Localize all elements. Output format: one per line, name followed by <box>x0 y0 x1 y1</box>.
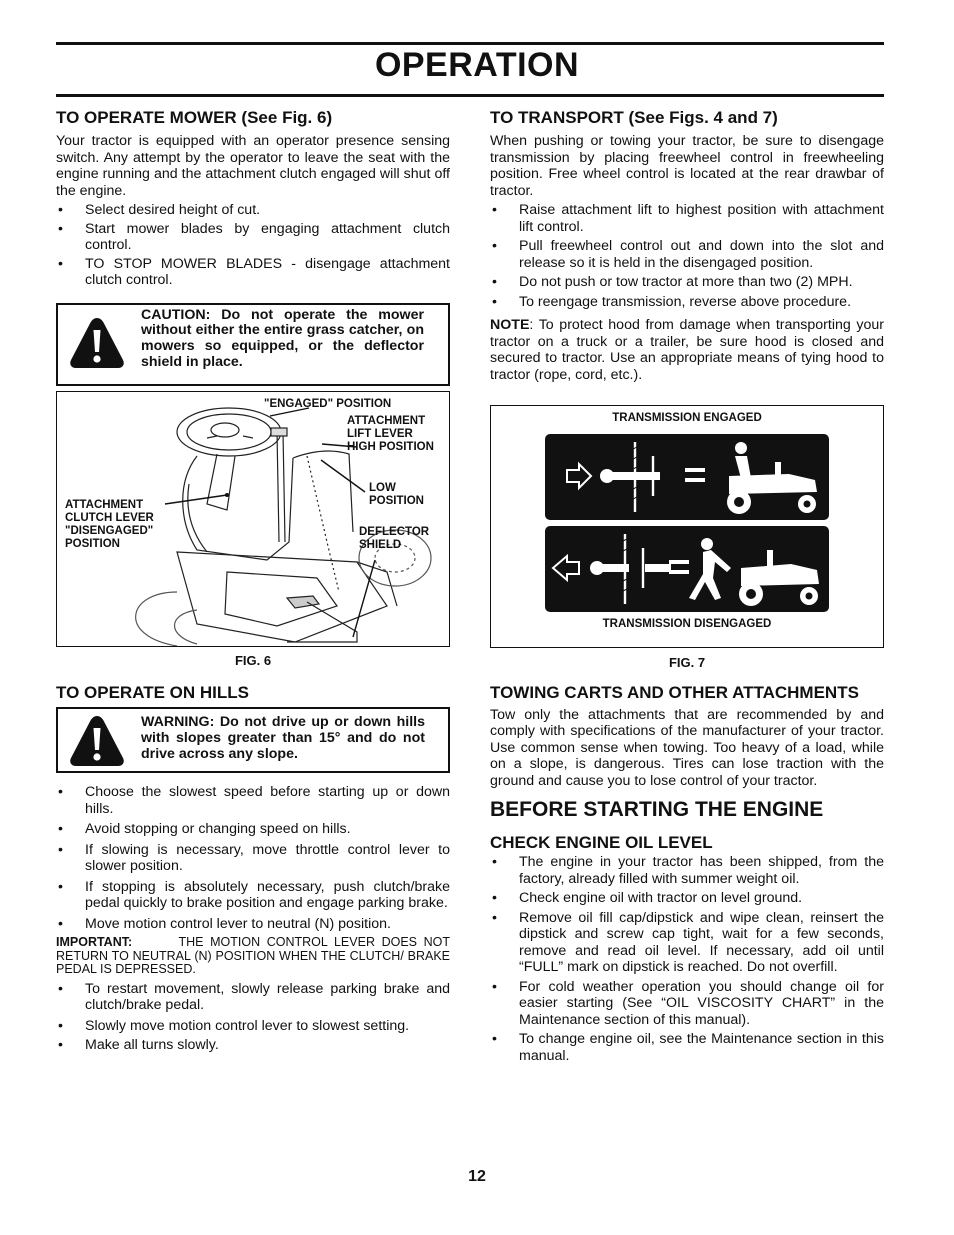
note-text: : To protect hood from damage when transporting your tractor on a truck or a trailer, be sure hood is closed and secured to tractor. Use an appropriate means of tying hood to tractor (rope, cord, etc.). <box>490 317 884 383</box>
label-transmission-disengaged: TRANSMISSION DISENGAGED <box>602 618 772 630</box>
towing-text: Tow only the attachments that are recommended by and comply with specifications of the manufacturer of your tractor. Use common sense when towing. Too heavy of a load, while on a slope, is dangerous. Tires can lose traction with the ground and cause you to lose control of your tractor. <box>490 706 884 789</box>
transmission-disengaged-panel <box>545 526 829 612</box>
towing-heading: TOWING CARTS AND OTHER ATTACHMENTS <box>490 682 859 702</box>
hills-heading: TO OPERATE ON HILLS <box>56 683 249 702</box>
list-item: • Choose the slowest speed before starting up or down hills. <box>56 784 450 817</box>
list-item: • Make all turns slowly. <box>56 1037 450 1054</box>
figure-7-caption: FIG. 7 <box>668 655 706 670</box>
page-number: 12 <box>468 1168 486 1185</box>
header-top-rule <box>56 42 884 45</box>
warning-text: WARNING: Do not drive up or down hills with slopes greater than 15° and do not drive across any slope. <box>141 714 425 762</box>
list-item: • Check engine oil with tractor on level ground. <box>490 890 884 907</box>
list-item: • If slowing is necessary, move throttle control lever to slower position. <box>56 842 450 875</box>
transport-intro: When pushing or towing your tractor, be sure to disengage transmission by placing freewheel control in freewheeling position. Free wheel control is located at the rear drawbar of tractor. <box>490 133 884 199</box>
label-attachment-lift-lever: ATTACHMENT LIFT LEVER HIGH POSITION <box>347 414 434 453</box>
note-label: NOTE <box>490 317 530 333</box>
warning-icon <box>68 316 126 370</box>
important-note <box>56 936 450 977</box>
before-starting-heading: BEFORE STARTING THE ENGINE <box>490 798 824 821</box>
hills-bullet-list <box>56 784 450 932</box>
label-low-position: LOW POSITION <box>369 481 424 507</box>
caution-box <box>56 303 450 386</box>
figure-6-frame <box>56 391 450 647</box>
list-item: • Remove oil fill cap/dipstick and wipe clean, reinsert the dipstick and screw cap tight, wait for a few seconds, remove and read oil level. If necessary, add oil until “FULL” mark on dipstick is reached. Do not overfill. <box>490 910 884 976</box>
list-item: • Move motion control lever to neutral (N) position. <box>56 916 450 933</box>
list-item: • If stopping is absolutely necessary, push clutch/brake pedal quickly to brake position and engage parking brake. <box>56 879 450 912</box>
hills-bullet-list-2 <box>56 981 450 1054</box>
label-attachment-clutch-lever: ATTACHMENT CLUTCH LEVER "DISENGAGED" POSITION <box>65 498 154 550</box>
right-column <box>490 106 884 1064</box>
important-text: THE MOTION CONTROL LEVER DOES NOT RETURN TO NEUTRAL (N) POSITION WHEN THE CLUTCH/ BRAKE PEDAL IS DEPRESSED. <box>56 935 451 976</box>
oil-bullet-list <box>490 854 884 1064</box>
warning-icon <box>68 714 126 768</box>
warning-box <box>56 707 450 773</box>
figure-7-frame <box>490 405 884 648</box>
list-item: • TO STOP MOWER BLADES - disengage attachment clutch control. <box>56 256 450 289</box>
caution-text: CAUTION: Do not operate the mower without either the entire grass catcher, on mowers so equipped, or the deflector shield in place. <box>141 306 424 370</box>
list-item: • Start mower blades by engaging attachment clutch control. <box>56 221 450 254</box>
transmission-engaged-panel <box>545 434 829 520</box>
label-engaged-position: "ENGAGED" POSITION <box>264 397 392 410</box>
left-column <box>56 106 450 1054</box>
list-item: • Select desired height of cut. <box>56 202 450 219</box>
list-item: • Raise attachment lift to highest position with attachment lift control. <box>490 202 884 235</box>
important-label: IMPORTANT: <box>56 935 133 949</box>
list-item: • To change engine oil, see the Maintenance section in this manual. <box>490 1031 884 1064</box>
mower-bullet-list <box>56 202 450 289</box>
transport-bullet-list <box>490 202 884 310</box>
label-transmission-engaged: TRANSMISSION ENGAGED <box>612 412 762 424</box>
check-oil-heading: CHECK ENGINE OIL LEVEL <box>490 833 713 852</box>
list-item: • Pull freewheel control out and down into the slot and release so it is held in the disengaged position. <box>490 238 884 271</box>
list-item: • Do not push or tow tractor at more than two (2) MPH. <box>490 274 884 291</box>
label-deflector-shield: DEFLECTOR SHIELD <box>359 525 430 551</box>
page-title: OPERATION <box>374 46 580 84</box>
list-item: • To reengage transmission, reverse above procedure. <box>490 294 884 311</box>
list-item: • The engine in your tractor has been shipped, from the factory, already filled with summer weight oil. <box>490 854 884 887</box>
figure-6-caption: FIG. 6 <box>234 652 272 668</box>
list-item: • To restart movement, slowly release parking brake and clutch/brake pedal. <box>56 981 450 1014</box>
mower-intro: Your tractor is equipped with an operator presence sensing switch. Any attempt by the operator to leave the seat with the engine running and the attachment clutch engaged will shut off the engine. <box>56 133 450 199</box>
list-item: • For cold weather operation you should change oil for easier starting (See “OIL VISCOSITY CHART” in the Maintenance section of this manual). <box>490 979 884 1029</box>
mower-heading: TO OPERATE MOWER (See Fig. 6) <box>56 108 333 127</box>
list-item: • Avoid stopping or changing speed on hills. <box>56 821 450 838</box>
transport-heading: TO TRANSPORT (See Figs. 4 and 7) <box>490 108 778 127</box>
transport-note <box>490 317 884 383</box>
list-item: • Slowly move motion control lever to slowest setting. <box>56 1018 450 1035</box>
header-bottom-rule <box>56 94 884 97</box>
